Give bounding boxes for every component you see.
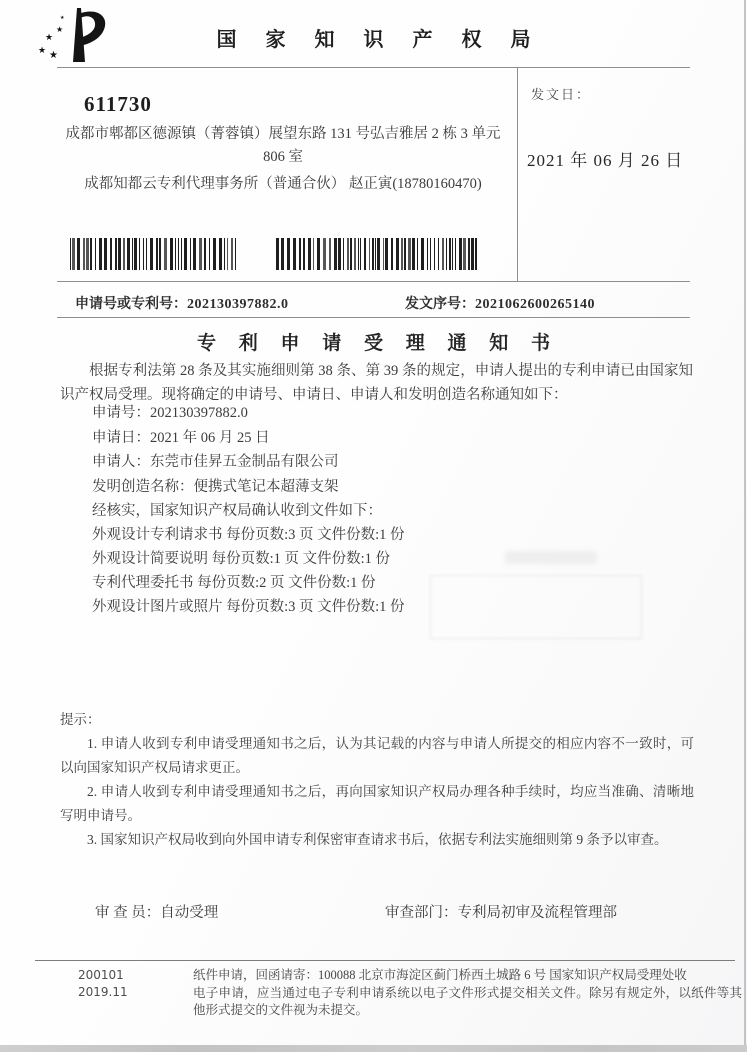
field-label: 发明创造名称：	[92, 478, 194, 495]
application-number-label: 申请号或专利号：	[75, 297, 187, 312]
recipient-address	[57, 123, 509, 169]
page-bottom-edge	[0, 1045, 747, 1052]
divider-above-numbers	[57, 281, 690, 282]
notice-title: 专 利 申 请 受 理 通 知 书	[196, 333, 559, 354]
notice-paragraph: 根据专利法第 28 条及其实施细则第 38 条、第 39 条的规定，申请人提出的专利申请已由国家知识产权局受理。现将确定的申请号、申请日、申请人和发明创造名称通知如下：	[60, 363, 693, 403]
field-label: 申请人：	[92, 454, 150, 471]
examiner-value: 自动受理	[160, 905, 219, 921]
form-code: 200101	[78, 968, 124, 982]
address-line-1: 成都市郫都区德源镇（菁蓉镇）展望东路 131 号弘吉雅居 2 栋 3 单元	[65, 126, 501, 142]
field-label: 申请号：	[92, 405, 150, 421]
address-line-2: 806 室	[263, 149, 303, 165]
application-number-group	[75, 293, 289, 313]
confirm-intro: 经核实，国家知识产权局确认收到文件如下：	[92, 503, 382, 519]
serial-number-value: 2021062600265140	[475, 297, 595, 312]
field-value: 202130397882.0	[150, 405, 248, 421]
confirmed-documents	[92, 499, 405, 619]
divider-below-numbers	[57, 317, 690, 318]
form-date: 2019.11	[78, 985, 128, 999]
agent-line: 成都知都云专利代理事务所（普通合伙） 赵正寅(18780160470)	[84, 176, 482, 192]
field-label: 申请日：	[92, 429, 150, 446]
field-value: 2021 年 06 月 25 日	[150, 429, 270, 446]
form-code-block	[78, 967, 128, 1001]
hint-item-2: 2. 申请人收到专利申请受理通知书之后，再向国家知识产权局办理各种手续时，均应当准确、清晰地写明申请号。	[60, 784, 694, 823]
hints-label: 提示：	[60, 712, 101, 727]
svg-text:★: ★	[60, 15, 65, 21]
field-application-date	[92, 426, 339, 451]
serial-number-label: 发文序号：	[405, 297, 475, 312]
footer-divider	[35, 960, 735, 961]
document-item: 外观设计专利请求书 每份页数:3 页 文件份数:1 份	[92, 527, 405, 543]
hints-section	[60, 708, 694, 852]
department-label: 审查部门：	[385, 905, 458, 921]
hint-item-3: 3. 国家知识产权局收到向外国申请专利保密审查请求书后，依据专利法实施细则第 9 条予以审查。	[87, 832, 668, 847]
stamp-ghost-smudge	[505, 551, 597, 564]
document-item: 专利代理委托书 每份页数:2 页 文件份数:1 份	[92, 575, 376, 591]
header-divider	[57, 67, 690, 68]
footer-note-paper: 纸件申请，回函请寄：100088 北京市海淀区蓟门桥西土城路 6 号 国家知识产权局受理处收	[193, 968, 687, 982]
footer-note-electronic: 电子申请，应当通过电子专利申请系统以电子文件形式提交相关文件。除另有规定外，以纸件等其他形式提交的文件视为未提交。	[193, 985, 742, 1017]
svg-text:★: ★	[38, 46, 47, 56]
barcode-right	[276, 238, 478, 270]
document-item: 外观设计图片或照片 每份页数:3 页 文件份数:1 份	[92, 599, 405, 615]
barcode-left	[70, 238, 238, 270]
postal-code: 611730	[84, 92, 152, 116]
issue-box-divider	[517, 67, 518, 281]
issue-date-value: 2021 年 06 月 26 日	[527, 151, 684, 170]
serial-number-group	[405, 293, 595, 313]
svg-text:★: ★	[56, 25, 64, 34]
examiner-label: 审 查 员：	[95, 905, 161, 921]
department-group	[385, 901, 617, 922]
hint-item-1: 1. 申请人收到专利申请受理通知书之后，认为其记载的内容与申请人所提交的相应内容不一致时，可以向国家知识产权局请求更正。	[60, 736, 694, 775]
examiner-group	[95, 901, 218, 922]
field-applicant	[92, 450, 339, 475]
department-value: 专利局初审及流程管理部	[457, 905, 617, 921]
agency-title: 国 家 知 识 产 权 局	[216, 29, 543, 51]
notice-fields	[92, 401, 339, 499]
footer-notes	[193, 967, 742, 1020]
document-item: 外观设计简要说明 每份页数:1 页 文件份数:1 份	[92, 551, 391, 567]
issue-date-label: 发文日：	[531, 87, 592, 102]
field-invention-name	[92, 475, 339, 500]
field-application-no	[92, 401, 339, 426]
stamp-ghost-artifact	[430, 575, 642, 639]
page-edge	[744, 0, 746, 1052]
svg-text:★: ★	[49, 50, 58, 61]
field-value: 东莞市佳昇五金制品有限公司	[150, 454, 339, 471]
svg-text:★: ★	[45, 33, 54, 43]
application-number-value: 202130397882.0	[187, 297, 289, 312]
field-value: 便携式笔记本超薄支架	[193, 478, 339, 495]
